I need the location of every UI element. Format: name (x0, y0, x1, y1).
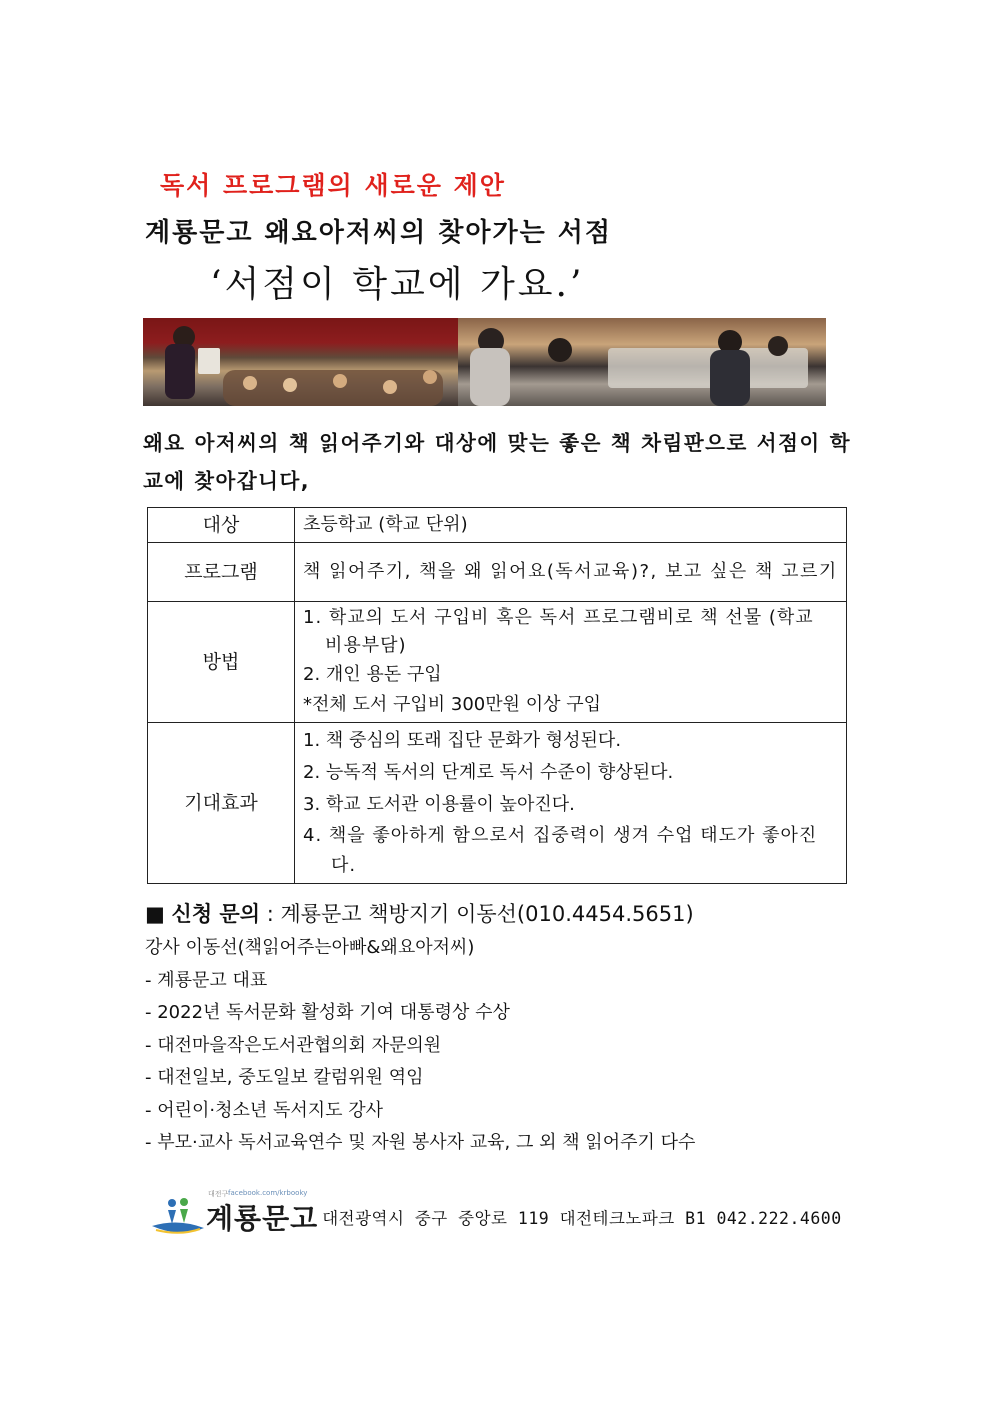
info-table (147, 507, 847, 884)
target-value: 초등학교 (학교 단위) (295, 508, 847, 543)
logo (150, 1189, 319, 1238)
table-row-target (148, 508, 847, 543)
red-title: 독서 프로그램의 새로운 제안 (160, 171, 506, 200)
effect-value (295, 723, 847, 884)
program-value: 책 읽어주기, 책을 왜 읽어요(독서교육)?, 보고 싶은 책 고르기 (295, 543, 847, 602)
footer-address: 대전광역시 중구 중앙로 119 대전테크노파크 B1 042.222.4600 (322, 1209, 842, 1228)
effect-item-3: 3. 학교 도서관 이용률이 높아진다. (303, 794, 575, 815)
contact-bullet: ■ (145, 902, 165, 926)
contact-label: 신청 문의 (171, 902, 260, 926)
footer (150, 1189, 842, 1238)
logo-url: facebook.com/krbooky (228, 1189, 308, 1197)
bio-section (145, 932, 695, 1160)
program-label: 프로그램 (148, 543, 295, 602)
photo-reading-session (143, 318, 458, 406)
bio-item: - 대전일보, 중도일보 칼럼위원 역임 (145, 1067, 424, 1088)
intro-text: 왜요 아저씨의 책 읽어주기와 대상에 맞는 좋은 책 차림판으로 서점이 학교에 찾아갑니다, (143, 431, 851, 493)
table-row-program (148, 543, 847, 602)
sub-title: ‘서점이 학교에 가요.’ (210, 264, 585, 305)
logo-mark-icon (150, 1196, 206, 1238)
bio-title: 강사 이동선(책읽어주는아빠&왜요아저씨) (145, 937, 475, 958)
method-value (295, 602, 847, 723)
effect-item-2: 2. 능독적 독서의 단계로 독서 수준이 향상된다. (303, 762, 674, 783)
photo-strip (143, 318, 826, 406)
logo-name: 계룡문고 (206, 1202, 319, 1235)
effect-item-4: 4. 책을 좋아하게 함으로서 집중력이 생겨 수업 태도가 좋아진다. (303, 825, 818, 876)
contact-value: : 계룡문고 책방지기 이동선(010.4454.5651) (266, 902, 694, 926)
method-label: 방법 (148, 602, 295, 723)
bio-item: - 2022년 독서문화 활성화 기여 대통령상 수상 (145, 1002, 510, 1023)
method-item-2: 2. 개인 용돈 구입 (303, 664, 442, 685)
target-label: 대상 (148, 508, 295, 543)
effect-label: 기대효과 (148, 723, 295, 884)
logo-small-top: 대전구 (208, 1190, 229, 1198)
bio-item: - 계룡문고 대표 (145, 969, 268, 991)
method-item-1: 1. 학교의 도서 구입비 혹은 독서 프로그램비로 책 선물 (학교 비용부담) (303, 607, 814, 656)
effect-item-1: 1. 책 중심의 또래 집단 문화가 형성된다. (303, 730, 622, 751)
bio-item: - 대전마을작은도서관협의회 자문의원 (145, 1034, 442, 1056)
table-row-method (148, 602, 847, 723)
method-item-3: *전체 도서 구입비 300만원 이상 구입 (303, 694, 602, 715)
bio-item: - 어린이·청소년 독서지도 강사 (145, 1099, 384, 1121)
bio-item: - 부모·교사 독서교육연수 및 자원 봉사자 교육, 그 외 책 읽어주기 다수 (145, 1132, 696, 1153)
photo-book-table (458, 318, 826, 406)
main-title: 계룡문고 왜요아저씨의 찾아가는 서점 (145, 218, 613, 248)
contact-line (145, 898, 694, 928)
table-row-effect (148, 723, 847, 884)
